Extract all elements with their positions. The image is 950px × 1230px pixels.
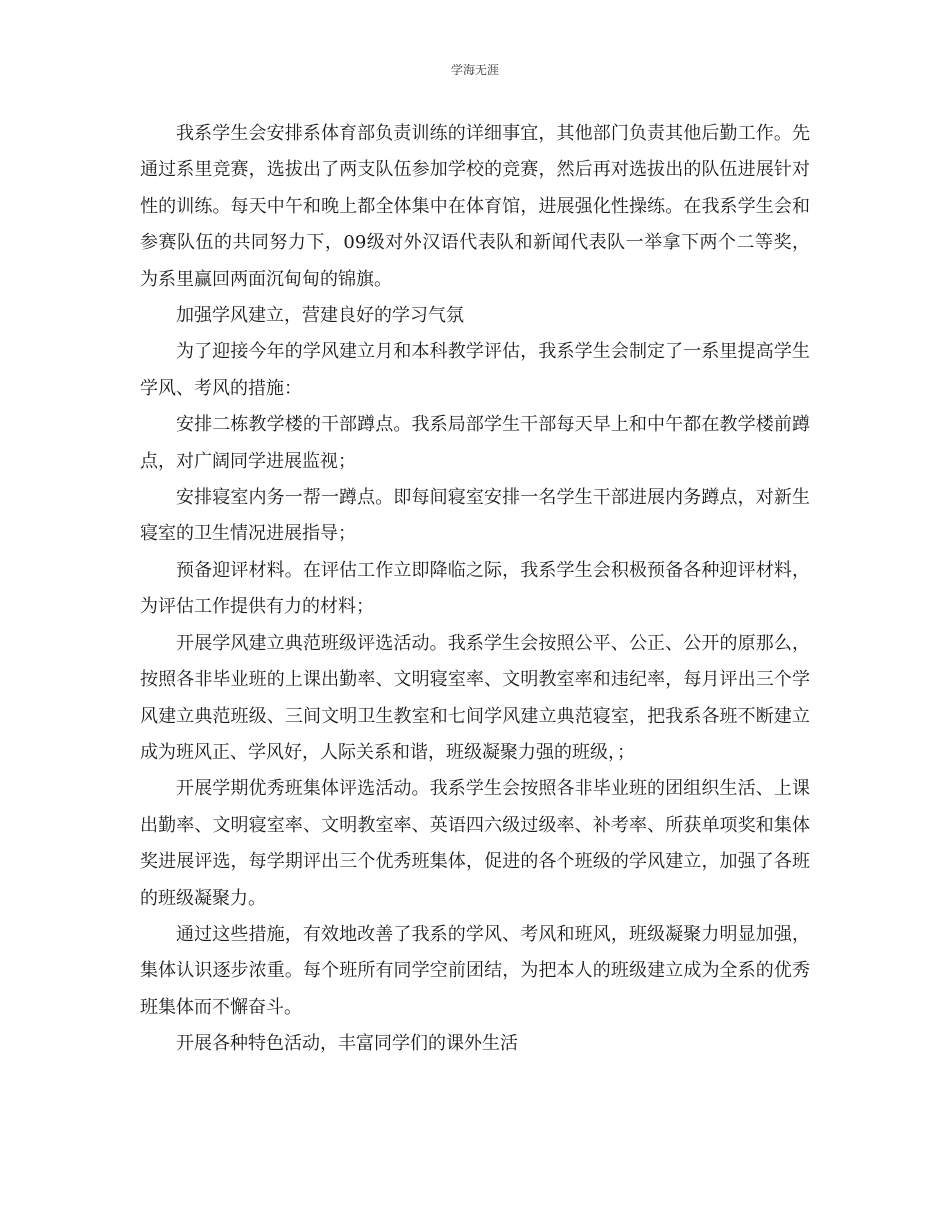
paragraph-excellent-class: 开展学期优秀班集体评选活动。我系学生会按照各非毕业班的团组织生活、上课出勤率、文明寝室率、文明教室率、英语四六级过级率、补考率、所获单项奖和集体奖进展评选，每学期评出三个优秀班集体，促进的各个班级的学风建立，加强了各班的班级凝聚力。: [140, 778, 810, 909]
section-heading-study-atmosphere: 加强学风建立，营建良好的学习气氛: [176, 305, 464, 327]
section-heading-activities: 开展各种特色活动，丰富同学们的课外生活: [176, 1033, 518, 1055]
paragraph-dormitory: 安排寝室内务一帮一蹲点。即每间寝室安排一名学生干部进展内务蹲点，对新生寝室的卫生情况进展指导；: [140, 487, 810, 545]
paragraph-evaluation-materials: 预备迎评材料。在评估工作立即降临之际，我系学生会积极预备各种迎评材料，为评估工作提供有力的材料；: [140, 559, 810, 618]
page-header: 学海无涯: [450, 63, 499, 77]
paragraph-model-class: 开展学风建立典范班级评选活动。我系学生会按照公平、公正、公开的原那么，按照各非毕业班的上课出勤率、文明寝室率、文明教室率和违纪率，每月评出三个学风建立典范班级、三间文明卫生教室和七间学风建立典范寝室，把我系各班不断建立成为班风正、学风好，人际关系和谐，班级凝聚力强的班级，；: [140, 632, 810, 763]
paragraph-sports-training: 我系学生会安排系体育部负责训练的详细事宜，其他部门负责其他后勤工作。先通过系里竞赛，选拔出了两支队伍参加学校的竞赛，然后再对选拔出的队伍进展针对性的训练。每天中午和晚上都全体集中在体育馆，进展强化性操练。在我系学生会和参赛队伍的共同努力下，09级对外汉语代表队和新闻代表队一举拿下两个二等奖，为系里赢回两面沉甸甸的锦旗。: [140, 123, 810, 290]
paragraph-results: 通过这些措施，有效地改善了我系的学风、考风和班风，班级凝聚力明显加强，集体认识逐步浓重。每个班所有同学空前团结，为把本人的班级建立成为全系的优秀班集体而不懈奋斗。: [140, 923, 810, 1018]
document-body: [140, 116, 810, 1063]
paragraph-teaching-building: 安排二栋教学楼的干部蹲点。我系局部学生干部每天早上和中午都在教学楼前蹲点，对广阔同学进展监视；: [140, 414, 810, 472]
paragraph-measures-intro: 为了迎接今年的学风建立月和本科教学评估，我系学生会制定了一系里提高学生学风、考风的措施：: [140, 341, 810, 399]
